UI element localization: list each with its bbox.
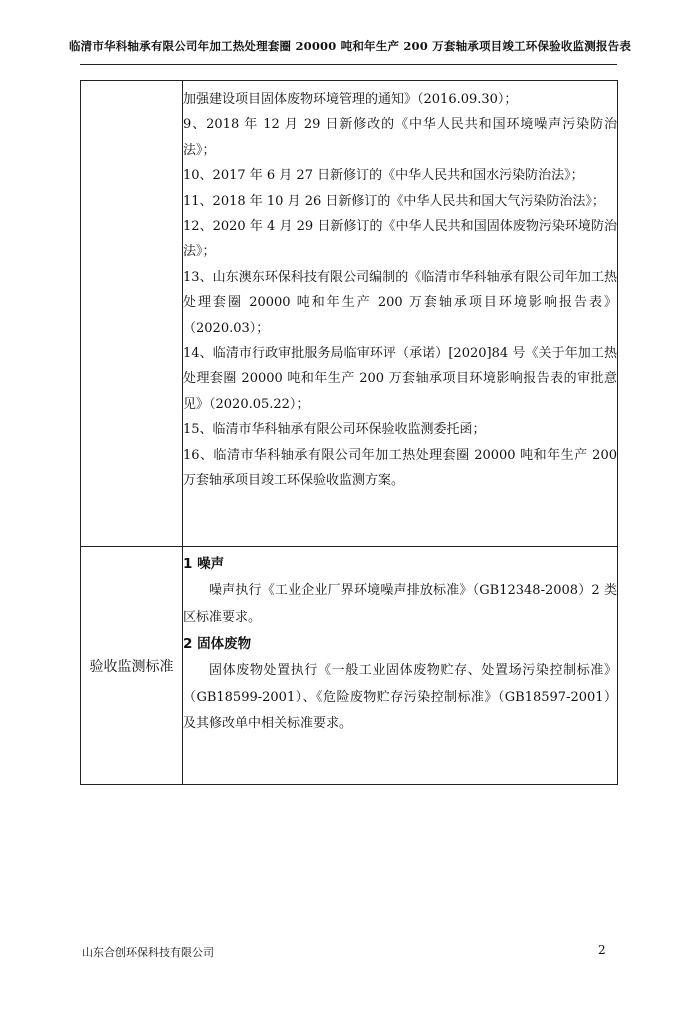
basis-label-cell <box>81 81 183 547</box>
list-item: 13、山东澳东环保科技有限公司编制的《临清市华科轴承有限公司年加工热处理套圈 20000 吨和年生产 200 万套轴承项目环境影响报告表》（2020.03）； <box>183 269 617 336</box>
standards-content-cell <box>183 547 618 785</box>
standards-label-cell <box>81 547 183 785</box>
noise-text: 噪声执行《工业企业厂界环境噪声排放标准》（GB12348-2008）2 类区标准要求。 <box>183 583 617 625</box>
noise-heading: 1 噪声 <box>183 556 225 572</box>
list-item: 14、临清市行政审批服务局临审环评（承诺）[2020]84 号《关于年加工热处理套圈 20000 吨和年生产 200 万套轴承项目环境影响报告表的审批意见》（2020.05.22）； <box>183 346 617 412</box>
table-row-basis <box>81 81 618 547</box>
list-item: 12、2020 年 4 月 29 日新修订的《中华人民共和国固体废物污染环境防治法》； <box>183 219 617 260</box>
page-header-title: 临清市华科轴承有限公司年加工热处理套圈 20000 吨和年生产 200 万套轴承项目竣工环保验收监测报告表 <box>68 39 632 53</box>
standards-label: 验收监测标准 <box>89 658 174 675</box>
basis-content-cell <box>183 81 618 547</box>
solid-waste-heading: 2 固体废物 <box>183 636 252 652</box>
list-item: 11、2018 年 10 月 26 日新修订的《中华人民共和国大气污染防治法》； <box>183 193 605 209</box>
standards-block <box>183 547 617 738</box>
list-item: 10、2017 年 6 月 27 日新修订的《中华人民共和国水污染防治法》； <box>183 168 584 184</box>
table-row-standards <box>81 547 618 785</box>
report-table <box>80 80 618 785</box>
header-divider <box>80 64 617 65</box>
list-item: 加强建设项目固体废物环境管理的通知》（2016.09.30）； <box>183 92 518 107</box>
footer-company: 山东合创环保科技有限公司 <box>82 946 214 959</box>
basis-list <box>183 87 617 494</box>
page-number: 2 <box>598 943 606 957</box>
list-item: 16、临清市华科轴承有限公司年加工热处理套圈 20000 吨和年生产 200 万套轴承项目竣工环保验收监测方案。 <box>183 447 617 489</box>
list-item: 15、临清市华科轴承有限公司环保验收监测委托函； <box>183 422 486 438</box>
solid-waste-text: 固体废物处置执行《一般工业固体废物贮存、处置场污染控制标准》（GB18599-2001）、《危险废物贮存污染控制标准》（GB18597-2001）及其修改单中相关标准要求。 <box>183 663 617 731</box>
list-item: 9、2018 年 12 月 29 日新修改的《中华人民共和国环境噪声污染防治法》； <box>183 117 617 158</box>
